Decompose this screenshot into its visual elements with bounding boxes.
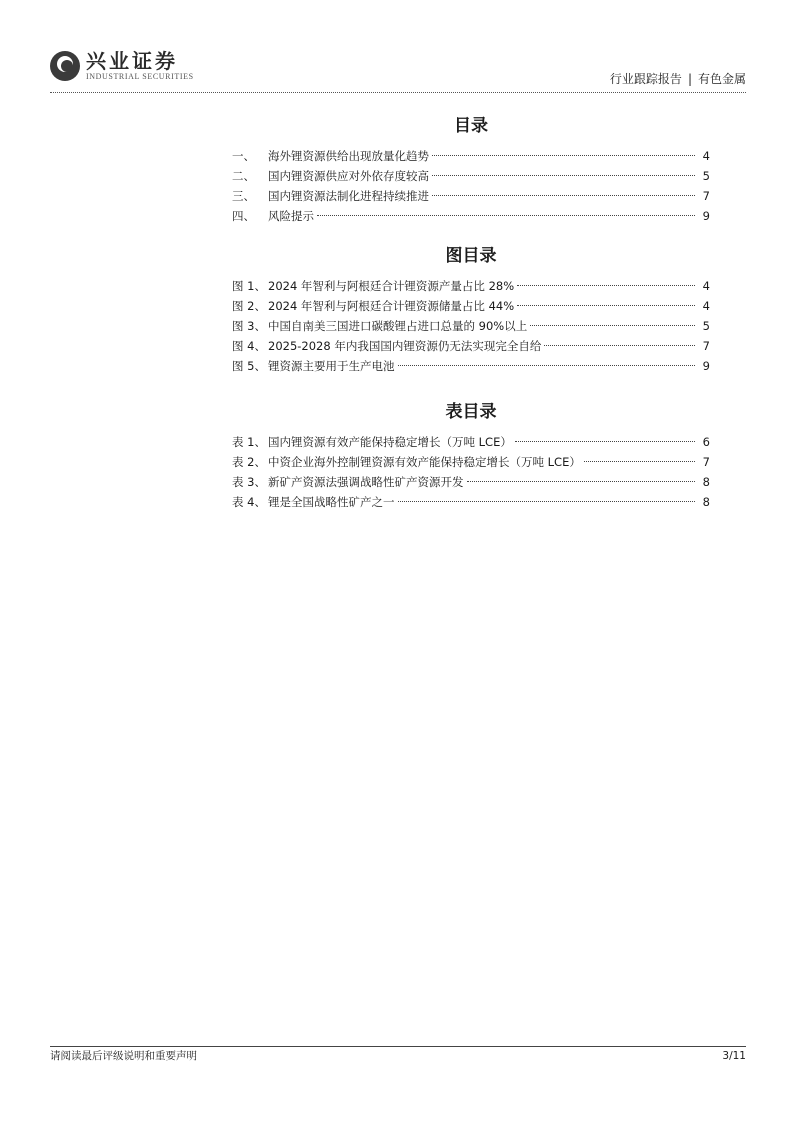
- figure-entry-title: 中国自南美三国进口碳酸锂占进口总量的 90%以上: [268, 319, 528, 333]
- header-report-info: [610, 70, 746, 87]
- dot-leader: [317, 215, 695, 216]
- table-entry-title: 新矿产资源法强调战略性矿产资源开发: [268, 475, 464, 489]
- figures-section: [232, 244, 710, 376]
- figure-entry-title: 2025-2028 年内我国国内锂资源仍无法实现完全自给: [268, 339, 542, 353]
- figure-entry-page: 9: [702, 359, 710, 373]
- toc-entry-number: 三、: [232, 189, 255, 203]
- footer-row: [50, 1049, 746, 1063]
- header-separator: |: [687, 71, 692, 86]
- dot-leader: [432, 195, 695, 196]
- table-entry[interactable]: [232, 492, 710, 512]
- dot-leader: [544, 345, 695, 346]
- toc-entry-title: 海外锂资源供给出现放量化趋势: [268, 149, 429, 163]
- dot-leader: [398, 501, 696, 502]
- toc-entry-page: 7: [702, 189, 710, 203]
- figure-entry-title: 2024 年智利与阿根廷合计锂资源产量占比 28%: [268, 279, 515, 293]
- dot-leader: [432, 175, 695, 176]
- toc-entry-number: 二、: [232, 169, 255, 183]
- page-number: 3/11: [722, 1050, 746, 1062]
- figure-entry-title: 2024 年智利与阿根廷合计锂资源储量占比 44%: [268, 299, 515, 313]
- footer-disclaimer: 请阅读最后评级说明和重要声明: [50, 1050, 197, 1062]
- dot-leader: [584, 461, 695, 462]
- dot-leader: [398, 365, 696, 366]
- contents-list: [232, 146, 710, 226]
- table-entry[interactable]: [232, 452, 710, 472]
- logo-text: [86, 50, 194, 82]
- logo-english-name: INDUSTRIAL SECURITIES: [86, 72, 194, 81]
- dot-leader: [517, 305, 695, 306]
- header-divider: [50, 92, 746, 93]
- tables-list: [232, 432, 710, 512]
- figure-entry[interactable]: [232, 356, 710, 376]
- report-type: 行业跟踪报告: [609, 72, 682, 86]
- company-logo: [50, 50, 194, 82]
- dot-leader: [530, 325, 695, 326]
- toc-entry-title: 风险提示: [268, 209, 314, 223]
- table-entry-page: 8: [702, 475, 710, 489]
- toc-entry[interactable]: [232, 186, 710, 206]
- toc-entry-title: 国内锂资源供应对外依存度较高: [268, 169, 429, 183]
- figure-entry-page: 4: [702, 299, 710, 313]
- toc-entry-page: 4: [702, 149, 710, 163]
- page-header: [50, 44, 746, 92]
- sector-name: 有色金属: [697, 72, 746, 86]
- toc-entry-title: 国内锂资源法制化进程持续推进: [268, 189, 429, 203]
- footer-divider: [50, 1046, 746, 1047]
- toc-entry[interactable]: [232, 166, 710, 186]
- toc-entry-page: 5: [702, 169, 710, 183]
- contents-title: 目录: [454, 116, 488, 136]
- toc-entry-number: 一、: [232, 149, 255, 163]
- logo-mark-icon: [50, 51, 80, 81]
- figure-entry-number: 图 4、: [232, 339, 266, 353]
- figure-entry[interactable]: [232, 316, 710, 336]
- figure-entry[interactable]: [232, 336, 710, 356]
- figure-entry-title: 锂资源主要用于生产电池: [268, 359, 395, 373]
- table-entry[interactable]: [232, 472, 710, 492]
- table-entry-page: 8: [702, 495, 710, 509]
- toc-entry[interactable]: [232, 146, 710, 166]
- figure-entry-number: 图 2、: [232, 299, 266, 313]
- toc-entry-number: 四、: [232, 209, 255, 223]
- table-entry-number: 表 1、: [232, 435, 266, 449]
- dot-leader: [432, 155, 695, 156]
- figure-entry-page: 4: [702, 279, 710, 293]
- figure-entry-page: 5: [702, 319, 710, 333]
- table-entry-title: 中资企业海外控制锂资源有效产能保持稳定增长（万吨 LCE）: [268, 455, 581, 469]
- figures-list: [232, 276, 710, 376]
- figure-entry-number: 图 3、: [232, 319, 266, 333]
- table-entry[interactable]: [232, 432, 710, 452]
- tables-section: [232, 400, 710, 512]
- logo-chinese-name: 兴业证券: [86, 49, 178, 73]
- toc-entry-page: 9: [702, 209, 710, 223]
- contents-section: [232, 114, 710, 226]
- figures-title: 图目录: [445, 246, 497, 266]
- table-entry-number: 表 2、: [232, 455, 266, 469]
- figure-entry-number: 图 5、: [232, 359, 266, 373]
- tables-title: 表目录: [445, 402, 497, 422]
- dot-leader: [517, 285, 695, 286]
- page-footer: [50, 1046, 746, 1063]
- figure-entry[interactable]: [232, 276, 710, 296]
- dot-leader: [467, 481, 696, 482]
- figure-entry[interactable]: [232, 296, 710, 316]
- figure-entry-page: 7: [702, 339, 710, 353]
- table-entry-title: 锂是全国战略性矿产之一: [268, 495, 395, 509]
- table-entry-page: 6: [702, 435, 710, 449]
- toc-entry[interactable]: [232, 206, 710, 226]
- table-entry-number: 表 3、: [232, 475, 266, 489]
- table-entry-page: 7: [702, 455, 710, 469]
- table-entry-title: 国内锂资源有效产能保持稳定增长（万吨 LCE）: [268, 435, 512, 449]
- figure-entry-number: 图 1、: [232, 279, 266, 293]
- dot-leader: [515, 441, 695, 442]
- table-entry-number: 表 4、: [232, 495, 266, 509]
